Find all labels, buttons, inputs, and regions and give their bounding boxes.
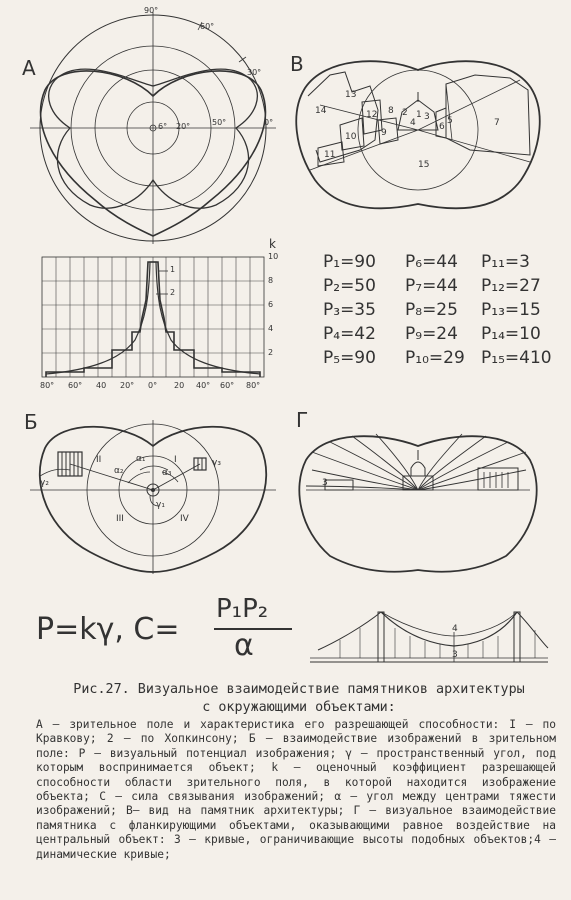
curve-label: 3: [322, 478, 328, 488]
y-tick: 10: [268, 252, 279, 261]
panel-label-a: А: [22, 56, 36, 80]
p-values-table: [323, 252, 559, 368]
quadrant-label: IV: [180, 514, 189, 524]
gamma-label: γ₃: [212, 458, 221, 468]
zone-number: 13: [345, 90, 357, 100]
y-tick: 4: [268, 324, 274, 333]
x-tick: 80°: [40, 381, 55, 390]
formula-numerator: P₁P₂: [216, 594, 269, 624]
zone-number: 6: [439, 122, 445, 132]
x-tick: 20: [174, 381, 185, 390]
panel-bv-diagram: [30, 420, 276, 574]
curve-label: 4: [452, 624, 458, 634]
panel-g-view: [299, 434, 536, 572]
zone-number: 3: [424, 112, 430, 122]
x-tick: 60°: [68, 381, 83, 390]
alpha-label: α₃: [162, 468, 172, 478]
zone-number: 5: [447, 116, 453, 126]
p-value: P₁₂=27: [481, 276, 541, 296]
angle-label: 50°: [212, 118, 227, 127]
angle-label: 6°: [158, 122, 168, 131]
caption-line-1: Рис.27. Визуальное взаимодействие памятников архитектуры: [73, 682, 525, 697]
panel-label-b: В: [290, 52, 304, 76]
p-value: P₁₄=10: [481, 324, 541, 344]
zone-number: 7: [494, 118, 500, 128]
curve-label: 3: [452, 650, 458, 660]
panel-label-g: Г: [296, 408, 309, 432]
p-value: P₈=25: [405, 300, 458, 320]
p-value: P₁₀=29: [405, 348, 465, 368]
k-chart: [42, 257, 264, 377]
figure-caption: [44, 681, 554, 717]
quadrant-label: I: [174, 455, 177, 465]
p-value: P₆=44: [405, 252, 458, 272]
x-tick: 60°: [220, 381, 235, 390]
angle-label: 60°: [200, 22, 215, 31]
zone-number: 2: [402, 108, 408, 118]
p-value: P₄=42: [323, 324, 376, 344]
zone-number: 11: [324, 150, 336, 160]
angle-label: 90°: [144, 6, 159, 15]
x-tick: 40: [96, 381, 107, 390]
caption-line-2: с окружающими объектами:: [202, 700, 396, 715]
gamma-label: γ₁: [156, 500, 165, 510]
curve-label: 2: [170, 288, 176, 297]
quadrant-label: II: [96, 455, 102, 465]
p-value: P₉=24: [405, 324, 458, 344]
x-tick: 80°: [246, 381, 261, 390]
formula-left: P=kγ, C=: [36, 612, 180, 647]
angle-label: 20°: [176, 122, 191, 131]
p-value: P₅=90: [323, 348, 376, 368]
p-value: P₁₁=3: [481, 252, 530, 272]
zone-number: 8: [388, 106, 394, 116]
panel-a-diagram: [30, 12, 276, 244]
zone-number: 9: [381, 128, 387, 138]
zone-number: 4: [410, 118, 416, 128]
legend-text: А – зрительное поле и характеристика его разрешающей способности: I – по Кравкову; 2 – по Хопкинсону; Б – взаимодействие изображений в зрительном поле: Р – визуальный потенциал изображения; γ – пространственный угол, под которым воспринимается объект; k – оценочный коэффициент разрешающей способности области зрительного поля, в которой находится изображение объекта; С – сила связывания изображений; α – угол между центрами тяжести изображений; В– вид на памятник архитектуры; Г – визуальное взаимодействие памятника с фланкирующими объектами, оказывающими равное воздействие на центральный объект: 3 – кривые, ограничивающие высоты подобных объектов;4 – динамические кривые;: [36, 718, 556, 861]
y-tick: 8: [268, 276, 274, 285]
gamma-label: γ₂: [40, 478, 49, 488]
angle-label: 30°: [247, 68, 262, 77]
p-value: P₂=50: [323, 276, 376, 296]
curve-label: 1: [170, 265, 176, 274]
panel-b-view: [296, 61, 539, 208]
angle-label: 0°: [264, 118, 274, 127]
zone-number: 14: [315, 106, 327, 116]
p-value: P₃=35: [323, 300, 376, 320]
zone-number: 1: [416, 110, 422, 120]
k-axis-label: k: [269, 237, 276, 251]
p-value: P₇=44: [405, 276, 458, 296]
quadrant-label: III: [116, 514, 124, 524]
p-value: P₁₅=410: [481, 348, 552, 368]
panel-label-bv: Б: [24, 410, 38, 434]
x-tick: 40°: [196, 381, 211, 390]
zone-number: 15: [418, 160, 430, 170]
zone-number: 10: [345, 132, 357, 142]
formula-denominator: α: [234, 628, 254, 663]
p-value: P₁=90: [323, 252, 376, 272]
y-tick: 2: [268, 348, 274, 357]
zone-number: 12: [366, 110, 378, 120]
alpha-label: α₂: [114, 466, 124, 476]
x-tick: 0°: [148, 381, 158, 390]
p-value: P₁₃=15: [481, 300, 541, 320]
y-tick: 6: [268, 300, 274, 309]
x-tick: 20°: [120, 381, 135, 390]
alpha-label: α₁: [136, 454, 146, 464]
bridge-sketch: [310, 612, 548, 662]
formula: [36, 594, 306, 663]
